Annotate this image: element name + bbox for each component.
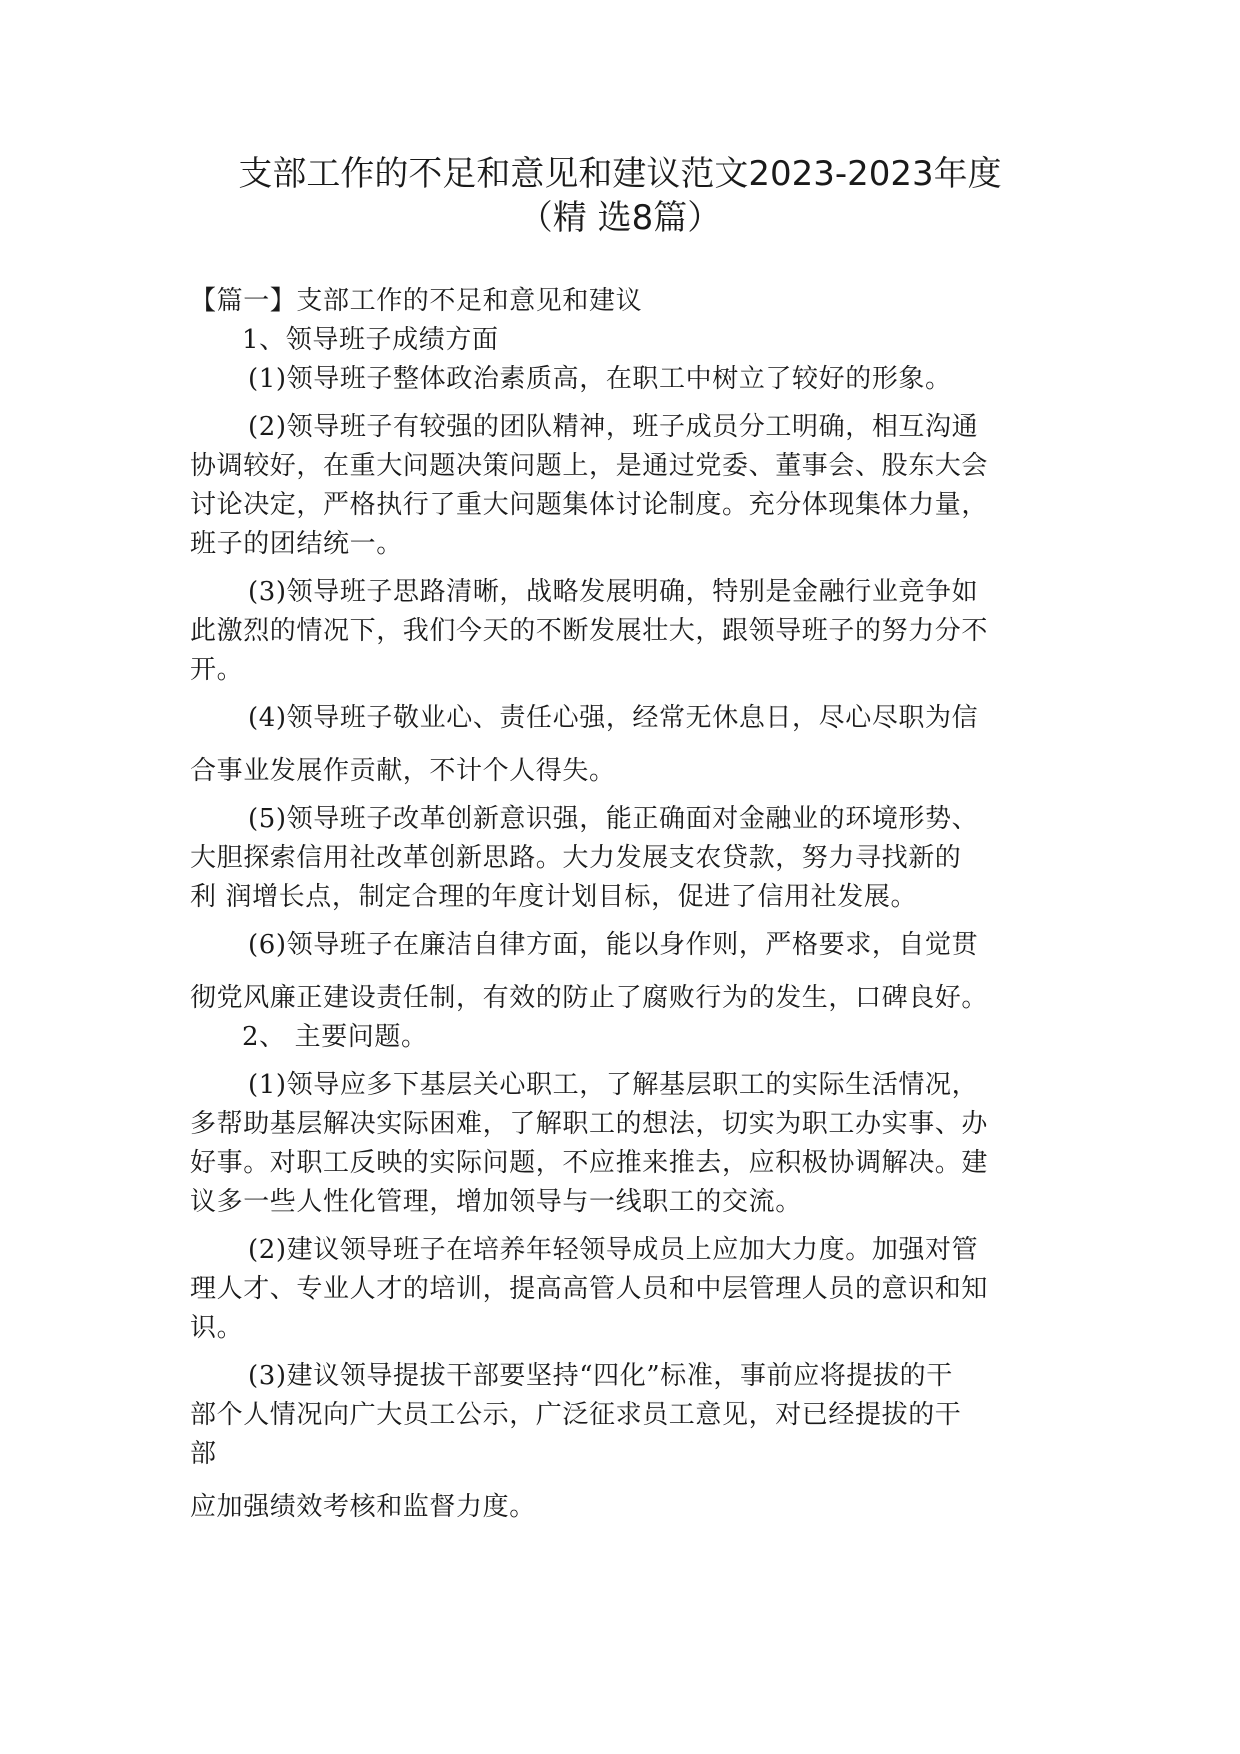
paragraph-line: (3)领导班子思路清晰，战略发展明确，特别是金融行业竞争如: [248, 577, 979, 607]
paragraph: [190, 1066, 1060, 1222]
paragraph-line: 应加强绩效考核和监督力度。: [190, 1492, 536, 1522]
paragraph-line: 部个人情况向广大员工公示，广泛征求员工意见，对已经提拔的干: [190, 1400, 962, 1430]
paragraph-line: 好事。对职工反映的实际问题，不应推来推去，应积极协调解决。建: [190, 1148, 989, 1178]
paragraph-line: 讨论决定，严格执行了重大问题集体讨论制度。充分体现集体力量，: [190, 490, 989, 520]
paragraph: [190, 360, 1060, 399]
paragraph: [190, 699, 1060, 791]
subsection-heading: 2、 主要问题。: [242, 1022, 428, 1052]
section-heading: 【篇一】支部工作的不足和意见和建议: [190, 286, 643, 316]
paragraph-line: (2)建议领导班子在培养年轻领导成员上应加大力度。加强对管: [248, 1235, 979, 1265]
paragraph: [190, 573, 1060, 690]
paragraph-line: (1)领导应多下基层关心职工，了解基层职工的实际生活情况，: [248, 1070, 979, 1100]
paragraph-line: 多帮助基层解决实际困难，了解职工的想法，切实为职工办实事、办: [190, 1109, 989, 1139]
paragraph-line: 理人才、专业人才的培训，提高高管人员和中层管理人员的意识和知: [190, 1274, 989, 1304]
paragraph-line: 彻党风廉正建设责任制，有效的防止了腐败行为的发生，口碑良好。: [190, 983, 989, 1013]
paragraph-line: 合事业发展作贡献，不计个人得失。: [190, 756, 616, 786]
paragraph: [190, 800, 1060, 917]
paragraph-line: 开。: [190, 655, 244, 685]
paragraph-line: 识。: [190, 1313, 244, 1343]
document-body: [190, 282, 1060, 1527]
paragraph-line: 大胆探索信用社改革创新思路。大力发展支农贷款，努力寻找新的: [190, 843, 962, 873]
paragraph: [190, 1231, 1060, 1348]
paragraph-line: 班子的团结统一。: [190, 529, 403, 559]
paragraph-line: 部: [190, 1439, 217, 1469]
title-line-1: 支部工作的不足和意见和建议范文2023-2023年度: [238, 154, 1002, 194]
paragraph-line: (5)领导班子改革创新意识强，能正确面对金融业的环境形势、: [248, 804, 979, 834]
paragraph-line: 利 润增长点，制定合理的年度计划目标，促进了信用社发展。: [190, 882, 918, 912]
paragraph-line: 协调较好，在重大问题决策问题上，是通过党委、董事会、股东大会: [190, 451, 989, 481]
subsection-heading: 1、领导班子成绩方面: [242, 325, 499, 355]
paragraph: [190, 408, 1060, 564]
title-line-2: （精 选8篇）: [518, 198, 722, 238]
paragraph-line: (2)领导班子有较强的团队精神，班子成员分工明确，相互沟通: [248, 412, 979, 442]
paragraph-line: (1)领导班子整体政治素质高，在职工中树立了较好的形象。: [248, 364, 952, 394]
paragraph: [190, 1357, 1060, 1527]
paragraph-line: 议多一些人性化管理，增加领导与一线职工的交流。: [190, 1187, 802, 1217]
paragraph-line: (4)领导班子敬业心、责任心强，经常无休息日，尽心尽职为信: [248, 703, 979, 733]
document-title: [190, 152, 1050, 240]
paragraph-line: (6)领导班子在廉洁自律方面，能以身作则，严格要求，自觉贯: [248, 930, 979, 960]
paragraph: [190, 926, 1060, 1018]
paragraph-line: 此激烈的情况下，我们今天的不断发展壮大，跟领导班子的努力分不: [190, 616, 989, 646]
paragraph-line: (3)建议领导提拔干部要坚持“四化”标准，事前应将提拔的干: [248, 1361, 953, 1391]
